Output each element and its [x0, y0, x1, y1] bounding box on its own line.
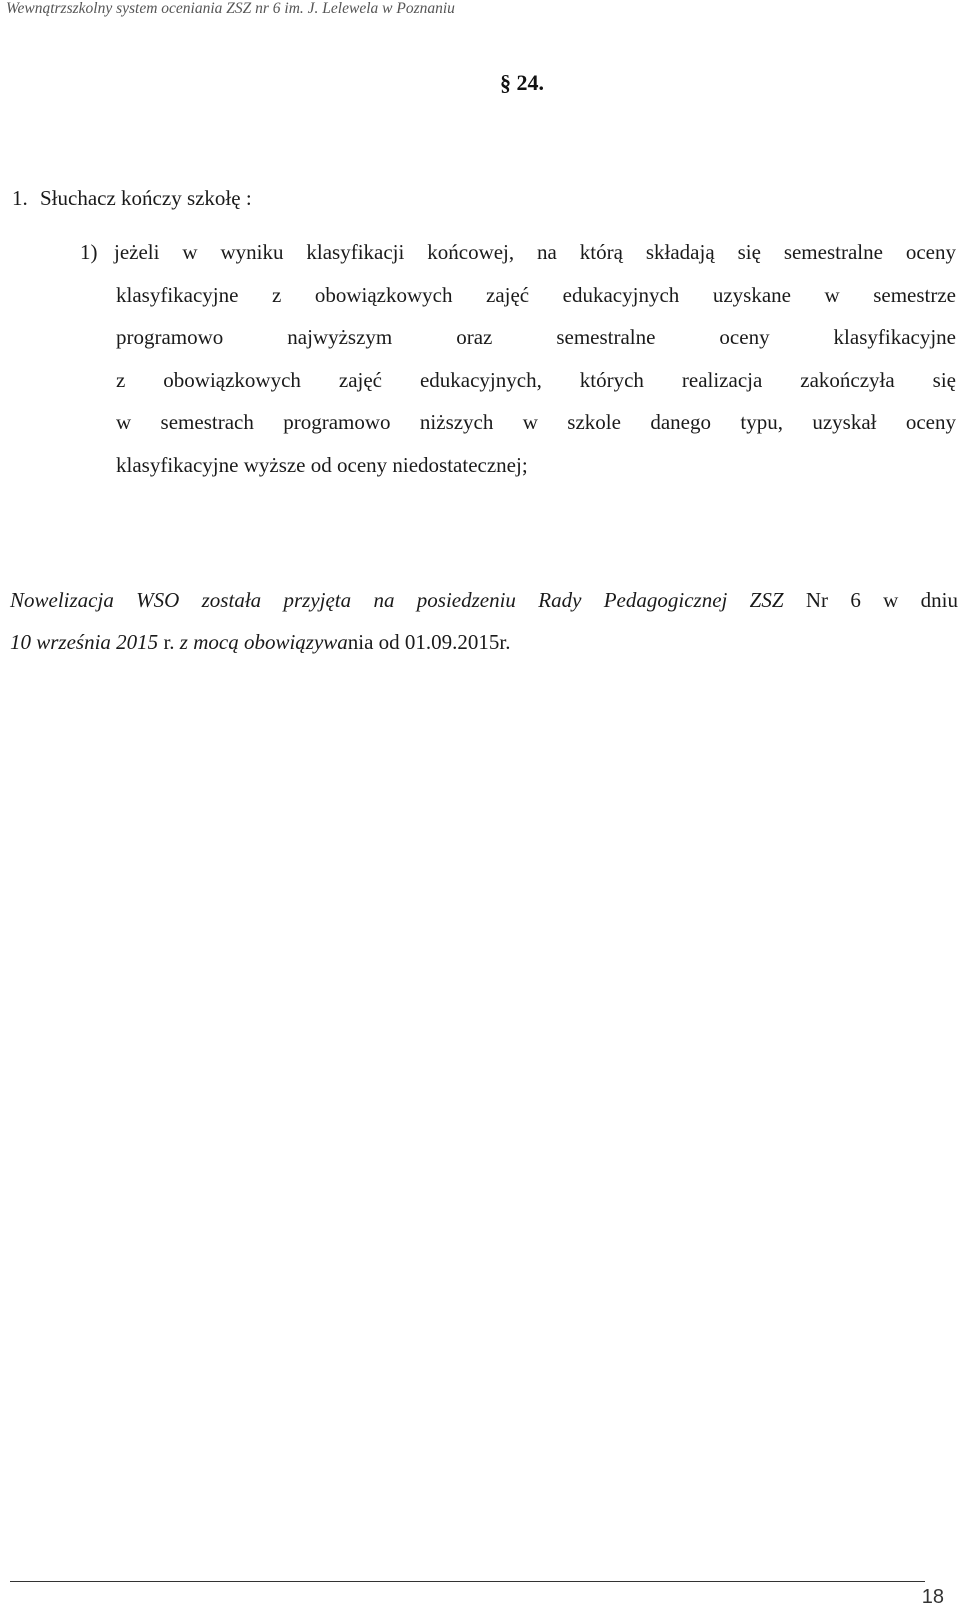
item-line-4: z obowiązkowych zajęć edukacyjnych, których realizacja zakończyła się [116, 367, 956, 392]
point-heading [12, 186, 252, 211]
note-line-1-regular: Nr 6 w dniu [805, 588, 959, 612]
note-date-suffix: r. [163, 630, 175, 654]
point-text: Słuchacz kończy szkołę : [40, 186, 252, 210]
item-line-5: w semestrach programowo niższych w szkole danego typu, uzyskał oceny [116, 410, 956, 434]
running-header: Wewnątrzszkolny system oceniania ZSZ nr 6 im. J. Lelewela w Poznaniu [6, 0, 455, 17]
page-number: 18 [921, 1586, 944, 1608]
note-effect-italic: z mocą obowiązywa [179, 630, 348, 654]
footer-divider [10, 1581, 925, 1582]
note-line-1 [10, 588, 958, 630]
item-line-1 [80, 240, 956, 283]
note-line-1-italic: Nowelizacja WSO została przyjęta na posiedzeniu Rady Pedagogicznej ZSZ [10, 588, 784, 612]
list-item [80, 240, 956, 495]
point-number: 1. [12, 186, 28, 210]
note-effect-regular: nia od 01.09.2015r. [347, 630, 511, 654]
item-marker: 1) [80, 240, 98, 264]
amendment-note [10, 588, 958, 672]
item-line-text-1: jeżeli w wyniku klasyfikacji końcowej, na którą składają się semestralne oceny [114, 240, 956, 264]
section-title: § 24. [500, 70, 544, 95]
item-line-2: klasyfikacyjne z obowiązkowych zajęć edukacyjnych uzyskane w semestrze [116, 282, 956, 307]
item-line-6: klasyfikacyjne wyższe od oceny niedostatecznej; [116, 452, 528, 477]
note-line-2 [10, 630, 958, 672]
item-line-3: programowo najwyższym oraz semestralne oceny klasyfikacyjne [116, 325, 956, 349]
note-date: 10 września 2015 [10, 630, 159, 654]
